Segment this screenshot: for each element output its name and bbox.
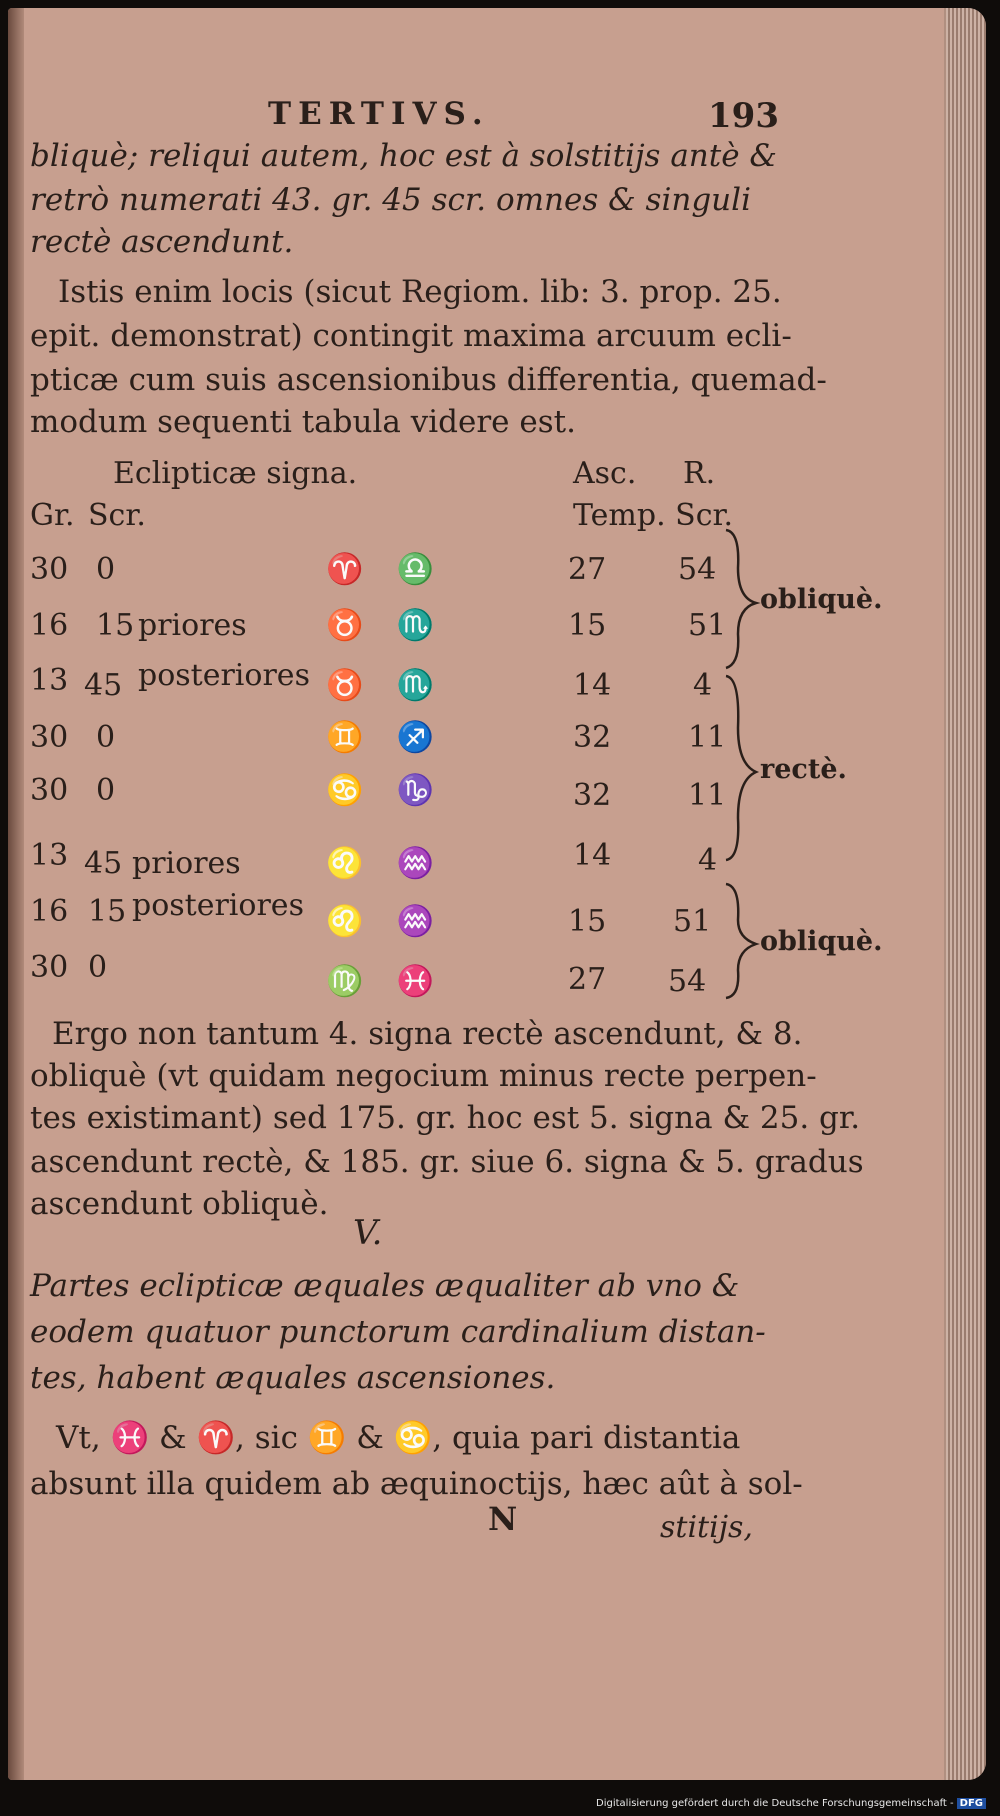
table-header-scr: Scr. [88, 498, 146, 533]
cell-scr: 15 [96, 608, 135, 643]
table-header-gr: Gr. [30, 498, 75, 533]
cell-gr: 30 [30, 950, 69, 985]
text-line: retrò numerati 43. gr. 45 scr. omnes & singuli [30, 182, 751, 218]
footer-credit [596, 1798, 986, 1809]
dfg-logo: DFG [957, 1798, 986, 1809]
cell-tscr: 54 [678, 552, 717, 587]
cell-note: posteriores [138, 658, 310, 693]
brace-label-upper: obliquè. [760, 584, 883, 615]
cell-temp: 32 [573, 720, 612, 755]
cell-signs: ♈ ♎ [326, 552, 447, 587]
brace-upper [726, 530, 756, 668]
table-header-r: R. [683, 456, 716, 491]
section-heading: V. [353, 1213, 383, 1253]
cell-tscr: 54 [668, 964, 707, 999]
cell-scr: 45 [84, 668, 123, 703]
text-line: epit. demonstrat) contingit maxima arcuum ecli- [30, 318, 792, 354]
cell-temp: 15 [568, 904, 607, 939]
text-line: ascendunt rectè, & 185. gr. siue 6. signa & 5. gradus [30, 1144, 864, 1180]
text-line: Vt, ♓ & ♈, sic ♊ & ♋, quia pari distantia [56, 1420, 741, 1456]
cell-tscr: 11 [688, 778, 727, 813]
cell-gr: 13 [30, 838, 69, 873]
cell-tscr: 11 [688, 720, 727, 755]
text-line: Ergo non tantum 4. signa rectè ascendunt, & 8. [52, 1016, 803, 1052]
text-line: ascendunt obliquè. [30, 1186, 329, 1222]
text-line: Istis enim locis (sicut Regiom. lib: 3. prop. 25. [58, 274, 782, 310]
cell-scr: 15 [88, 894, 127, 929]
cell-signs: ♋ ♑ [326, 773, 447, 808]
cell-tscr: 4 [698, 843, 718, 878]
brace-middle [726, 676, 756, 860]
brace-label-middle: rectè. [760, 754, 847, 785]
text-line: obliquè (vt quidam negocium minus recte perpen- [30, 1058, 817, 1094]
text-line: eodem quatuor punctorum cardinalium distan- [30, 1314, 766, 1350]
cell-temp: 14 [573, 838, 612, 873]
text-line: tes, habent æquales ascensiones. [30, 1360, 556, 1396]
cell-tscr: 4 [693, 668, 713, 703]
cell-signs: ♍ ♓ [326, 964, 447, 999]
catchword: stitijs, [660, 1510, 753, 1545]
table-header-asc: Asc. [573, 456, 637, 491]
cell-temp: 27 [568, 552, 607, 587]
brace-label-lower: obliquè. [760, 926, 883, 957]
cell-note: posteriores [132, 888, 304, 923]
text-line: tes existimant) sed 175. gr. hoc est 5. signa & 25. gr. [30, 1100, 861, 1136]
signature-mark: N [488, 1500, 518, 1538]
running-head: TERTIVS. [268, 96, 490, 132]
cell-temp: 14 [573, 668, 612, 703]
cell-signs: ♉ ♏ [326, 608, 447, 643]
cell-gr: 30 [30, 720, 69, 755]
text-line: rectè ascendunt. [30, 224, 294, 260]
cell-note: priores [138, 608, 247, 643]
cell-gr: 16 [30, 894, 69, 929]
text-line: absunt illa quidem ab æquinoctijs, hæc aût à sol- [30, 1466, 803, 1502]
table-header-temp-scr: Temp. Scr. [573, 498, 734, 533]
text-line: pticæ cum suis ascensionibus differentia, quemad- [30, 362, 827, 398]
cell-scr: 0 [96, 720, 116, 755]
cell-gr: 16 [30, 608, 69, 643]
cell-tscr: 51 [688, 608, 727, 643]
cell-scr: 0 [88, 950, 108, 985]
text-line: Partes eclipticæ æquales æqualiter ab vno & [30, 1268, 740, 1304]
cell-scr: 0 [96, 552, 116, 587]
cell-note: priores [132, 846, 241, 881]
cell-signs: ♌ ♒ [326, 904, 447, 939]
brace-lower [726, 884, 756, 998]
table-header-signa: Eclipticæ signa. [113, 456, 358, 491]
cell-gr: 30 [30, 773, 69, 808]
cell-scr: 45 [84, 846, 123, 881]
cell-gr: 13 [30, 663, 69, 698]
text-line: bliquè; reliqui autem, hoc est à solstitijs antè & [30, 138, 778, 174]
cell-temp: 27 [568, 962, 607, 997]
cell-temp: 15 [568, 608, 607, 643]
cell-gr: 30 [30, 552, 69, 587]
page-number: 193 [708, 96, 779, 136]
footer-credit-text: Digitalisierung gefördert durch die Deutsche Forschungsgemeinschaft - [596, 1798, 954, 1809]
cell-signs: ♌ ♒ [326, 846, 447, 881]
text-line: modum sequenti tabula videre est. [30, 404, 576, 440]
cell-tscr: 51 [673, 904, 712, 939]
cell-temp: 32 [573, 778, 612, 813]
book-page [8, 8, 986, 1780]
cell-signs: ♉ ♏ [326, 668, 447, 703]
cell-scr: 0 [96, 773, 116, 808]
cell-signs: ♊ ♐ [326, 720, 447, 755]
